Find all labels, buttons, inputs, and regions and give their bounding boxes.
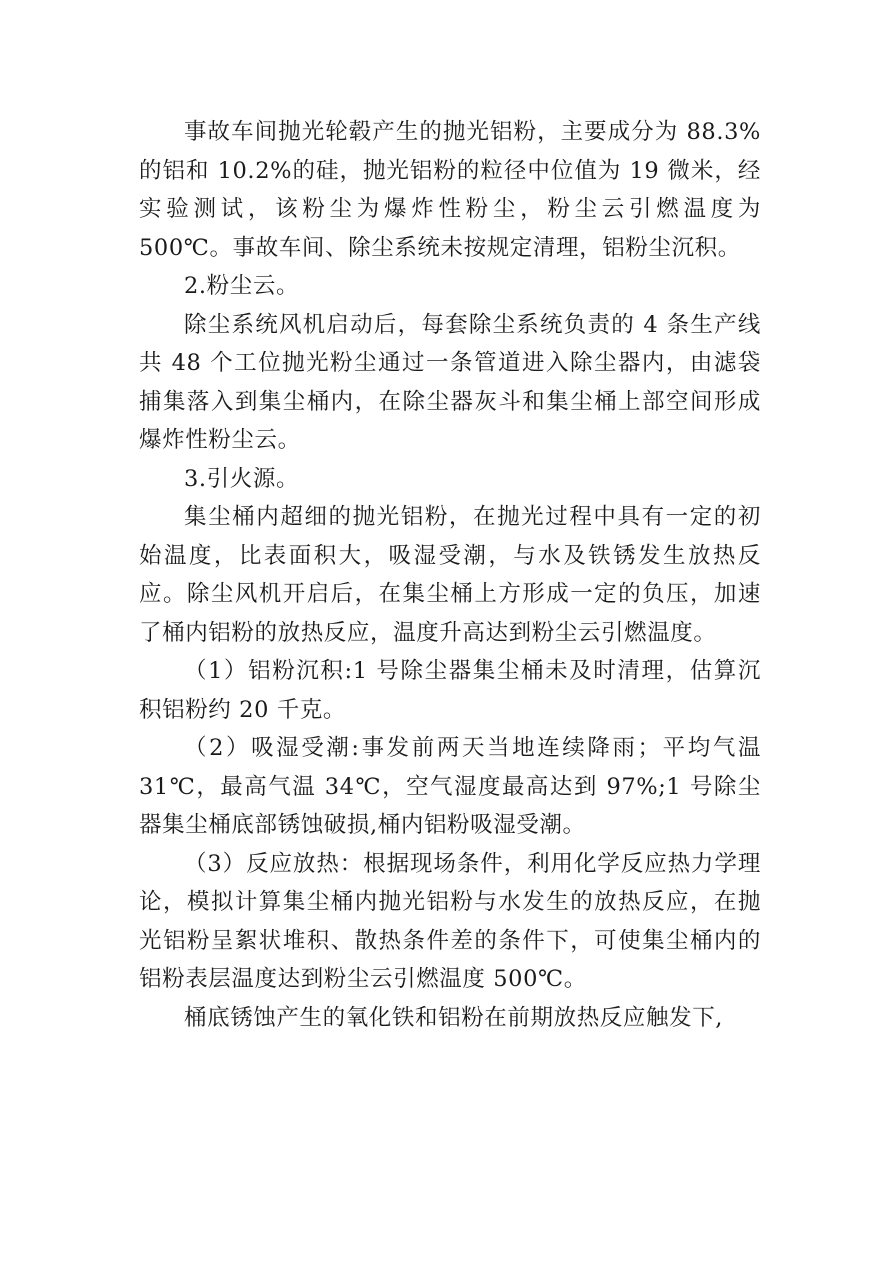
paragraph-moisture-absorption: （2）吸湿受潮:事发前两天当地连续降雨；平均气温31℃，最高气温 34℃，空气湿度最高达到 97%;1 号除尘器集尘桶底部锈蚀破损,桶内铝粉吸湿受潮。 [139, 735, 761, 838]
paragraph-rust-reaction: 桶底锈蚀产生的氧化铁和铝粉在前期放热反应触发下, [184, 1004, 724, 1031]
paragraph-dust-properties: 事故车间抛光轮毂产生的抛光铝粉，主要成分为 88.3%的铝和 10.2%的硅，抛光铝粉的粒径中位值为 19 微米，经实验测试，该粉尘为爆炸性粉尘，粉尘云引燃温度为 500℃。事故车间、除尘系统未按规定清理，铝粉尘沉积。 [139, 119, 761, 261]
paragraph-ignition-source: 集尘桶内超细的抛光铝粉，在抛光过程中具有一定的初始温度，比表面积大，吸湿受潮，与水及铁锈发生放热反应。除尘风机开启后，在集尘桶上方形成一定的负压，加速了桶内铝粉的放热反应，温度升高达到粉尘云引燃温度。 [139, 504, 761, 646]
paragraph-exothermic-reaction: （3）反应放热：根据现场条件，利用化学反应热力学理论，模拟计算集尘桶内抛光铝粉与水发生的放热反应，在抛光铝粉呈絮状堆积、散热条件差的条件下，可使集尘桶内的铝粉表层温度达到粉尘云引燃温度 500℃。 [139, 850, 761, 992]
heading-dust-cloud: 2.粉尘云。 [184, 273, 300, 299]
paragraph-aluminum-deposition: （1）铝粉沉积:1 号除尘器集尘桶未及时清理，估算沉积铝粉约 20 千克。 [139, 658, 761, 723]
heading-ignition-source: 3.引火源。 [184, 465, 300, 492]
document-page [139, 113, 761, 1037]
paragraph-dust-cloud: 除尘系统风机启动后，每套除尘系统负责的 4 条生产线共 48 个工位抛光粉尘通过一条管道进入除尘器内，由滤袋捕集落入到集尘桶内，在除尘器灰斗和集尘桶上部空间形成爆炸性粉尘云。 [139, 311, 761, 453]
